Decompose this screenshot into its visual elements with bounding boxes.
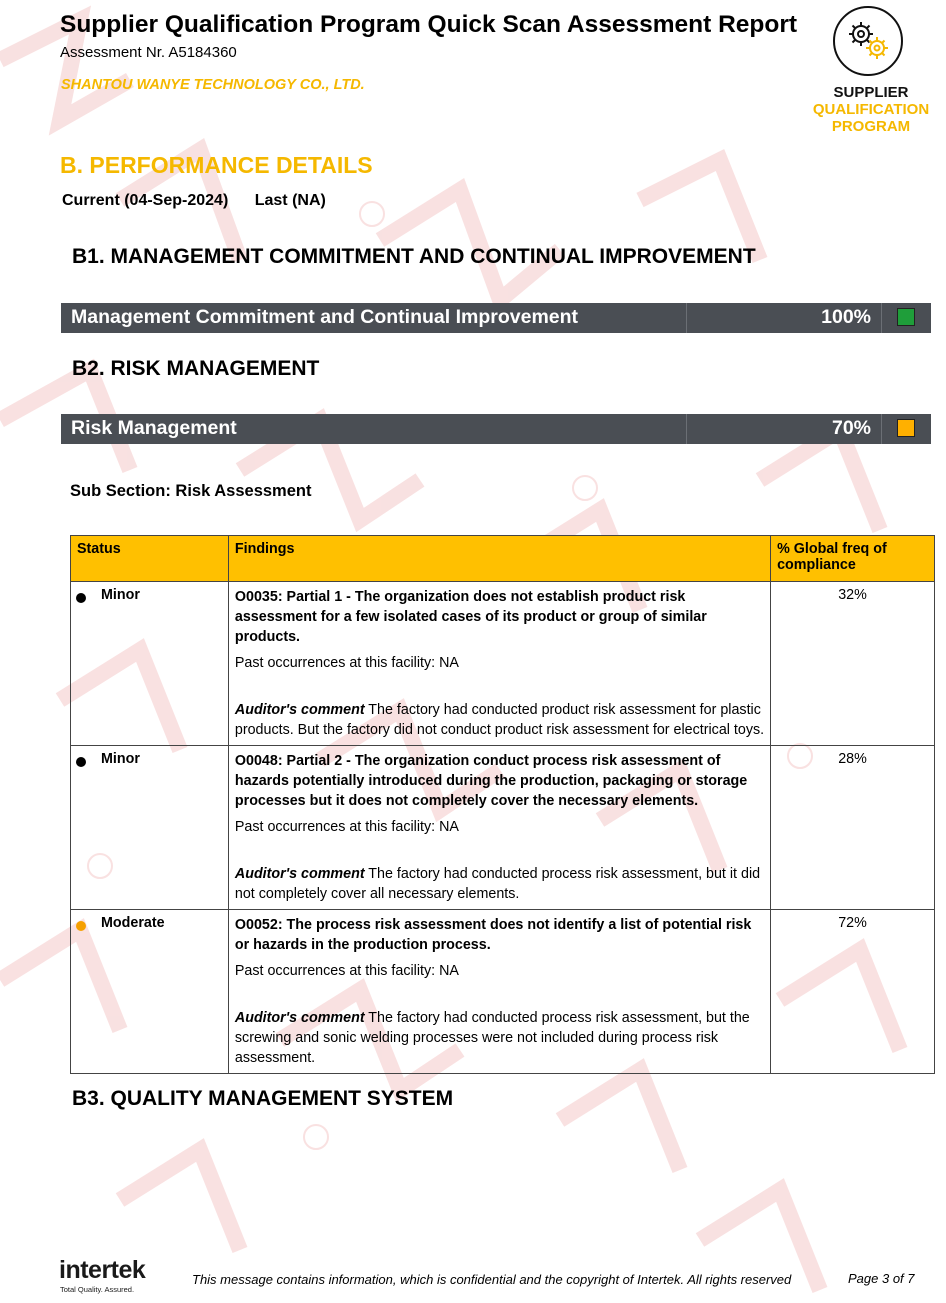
auditor-comment-label: Auditor's comment [234, 702, 365, 718]
auditor-comment [235, 1008, 764, 1068]
global-freq-value: 32% [771, 582, 935, 746]
finding-title: O0035: Partial 1 - The organization does not establish product risk assessment for a few isolated cases of its product or group of similar products. [234, 589, 707, 645]
logo-text-qualification: QUALIFICATION [812, 101, 930, 118]
assessment-number: Assessment Nr. A5184360 [60, 44, 237, 61]
severity-dot-icon [76, 757, 86, 767]
last-period: Last (NA) [254, 192, 326, 209]
b1-heading: B1. MANAGEMENT COMMITMENT AND CONTINUAL IMPROVEMENT [72, 245, 756, 268]
company-name: SHANTOU WANYE TECHNOLOGY CO., LTD. [61, 77, 365, 93]
intertek-tagline: Total Quality. Assured. [60, 1285, 135, 1294]
global-freq-value: 72% [771, 910, 935, 1074]
logo-text-supplier: SUPPLIER [833, 84, 909, 101]
auditor-comment-label: Auditor's comment [234, 1010, 365, 1026]
intertek-logo: intertek [59, 1256, 146, 1284]
table-row [71, 582, 935, 746]
b2-status-square [897, 419, 915, 437]
finding-title: O0048: Partial 2 - The organization conduct process risk assessment of hazards potentially introduced during the production, packaging or storage processes but it does not completely cover the necessary elements. [234, 753, 748, 809]
auditor-comment [235, 700, 764, 740]
auditor-comment-text: The factory had conducted process risk assessment, but the screwing and sonic welding processes were not included during process risk assessment. [234, 1010, 750, 1066]
b2-bar-label: Risk Management [71, 417, 237, 439]
b1-status-square [897, 308, 915, 326]
report-title: Supplier Qualification Program Quick Scan Assessment Report [60, 11, 798, 38]
status-cell [71, 746, 229, 910]
b1-bar-label: Management Commitment and Continual Improvement [71, 306, 579, 328]
severity-dot-icon [76, 593, 86, 603]
finding-title: O0052: The process risk assessment does not identify a list of potential risk or hazards in the production process. [234, 917, 752, 953]
auditor-comment [235, 864, 764, 904]
past-occurrences: Past occurrences at this facility: NA [234, 819, 459, 835]
table-header-row [71, 536, 935, 582]
header-global-freq: % Global freq of compliance [771, 536, 935, 582]
sqp-logo [812, 6, 930, 136]
status-cell [71, 910, 229, 1074]
b3-heading: B3. QUALITY MANAGEMENT SYSTEM [72, 1087, 454, 1110]
auditor-comment-text: The factory had conducted product risk assessment for plastic products. But the factory did not conduct product risk assessment for electrical toys. [234, 702, 765, 738]
status-label: Minor [101, 587, 140, 603]
past-occurrences: Past occurrences at this facility: NA [234, 655, 459, 671]
status-label: Moderate [101, 915, 165, 931]
header-status: Status [71, 536, 229, 582]
past-occurrences: Past occurrences at this facility: NA [234, 963, 459, 979]
b2-heading: B2. RISK MANAGEMENT [72, 357, 320, 380]
auditor-comment-text: The factory had conducted process risk assessment, but it did not completely cover all necessary elements. [234, 866, 761, 902]
findings-table [70, 535, 935, 1074]
confidentiality-message: This message contains information, which is confidential and the copyright of Intertek. All rights reserved [192, 1272, 792, 1287]
page-number: Page 3 of 7 [848, 1271, 915, 1286]
period-labels [62, 192, 326, 210]
finding-cell [228, 910, 770, 1074]
finding-cell [228, 746, 770, 910]
severity-dot-icon [76, 921, 86, 931]
global-freq-value: 28% [771, 746, 935, 910]
subsection-title: Sub Section: Risk Assessment [70, 482, 312, 500]
auditor-comment-label: Auditor's comment [234, 866, 365, 882]
finding-cell [228, 582, 770, 746]
gears-icon [833, 6, 903, 76]
status-cell [71, 582, 229, 746]
status-label: Minor [101, 751, 140, 767]
current-period: Current (04-Sep-2024) [62, 192, 229, 209]
section-title: B. PERFORMANCE DETAILS [60, 152, 373, 178]
b1-bar-percent: 100% [821, 306, 871, 328]
table-row [71, 910, 935, 1074]
b2-bar-percent: 70% [831, 417, 871, 439]
table-row [71, 746, 935, 910]
b2-score-bar [61, 414, 931, 444]
header-findings: Findings [228, 536, 770, 582]
logo-text-program: PROGRAM [831, 118, 911, 135]
b1-score-bar [61, 303, 931, 333]
